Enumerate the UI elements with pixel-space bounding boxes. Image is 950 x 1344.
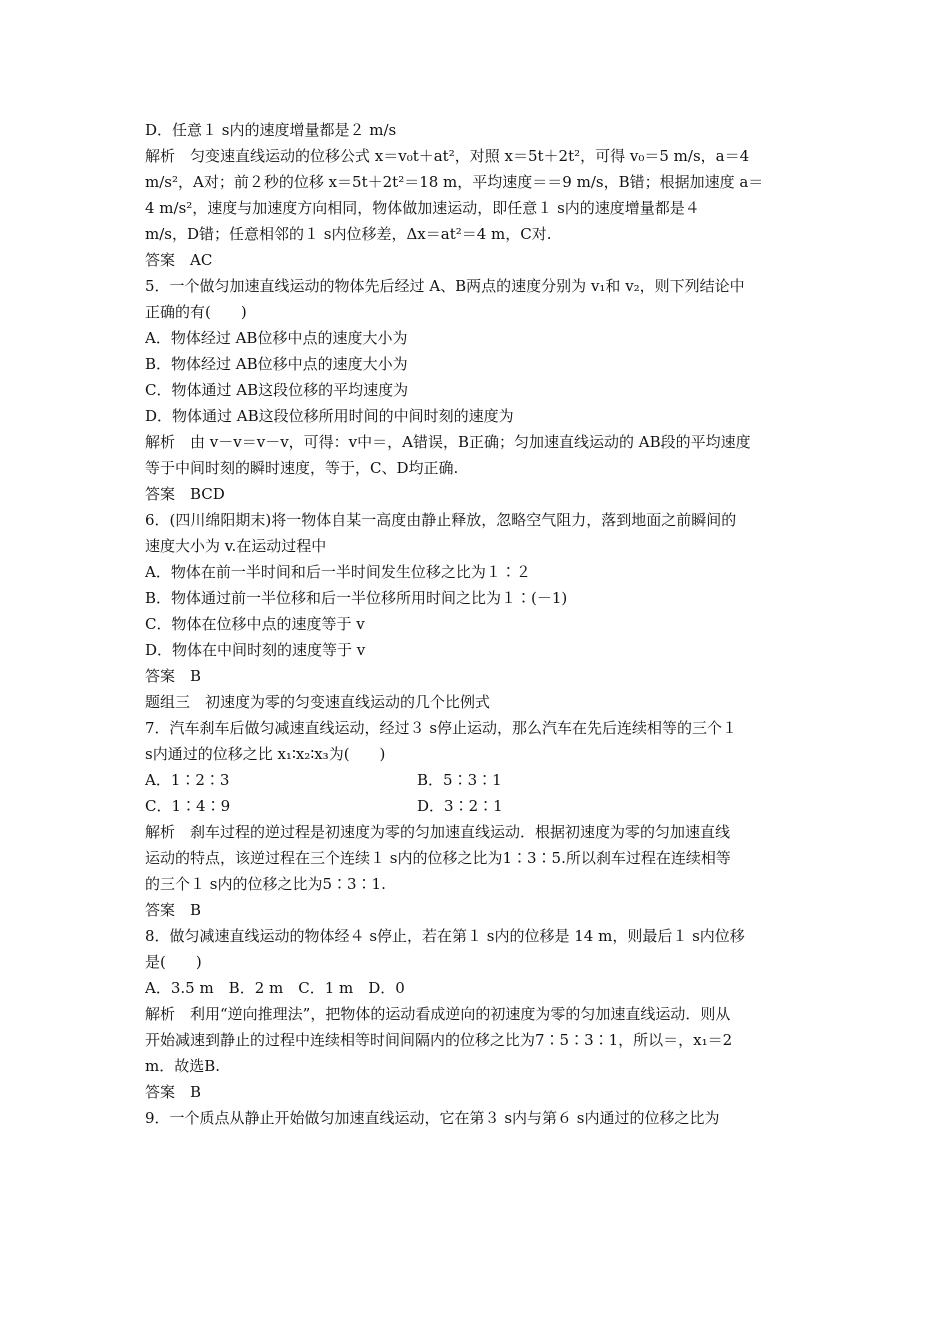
question-7-line-2: s内通过的位移之比 x₁∶x₂∶x₃为( ) [145, 745, 386, 763]
question-6-line-2: 速度大小为 v.在运动过程中 [145, 537, 327, 555]
question-8-line-1: 8．做匀减速直线运动的物体经４ s停止，若在第１ s内的位移是 14 m，则最后１ s内位移 [145, 927, 745, 945]
question-6-line-1: 6．(四川绵阳期末)将一物体自某一高度由静止释放，忽略空气阻力，落到地面之前瞬间的 [145, 511, 737, 529]
question-5-line-1: 5．一个做匀加速直线运动的物体先后经过 A、B两点的速度分别为 v₁和 v₂，则下列结论中 [145, 277, 745, 295]
answer-5: 答案 BCD [145, 485, 225, 503]
option-6c: C．物体在位移中点的速度等于 v [145, 615, 365, 633]
analysis-4-line-4: m/s，D错；任意相邻的１ s内位移差，Δx＝at²＝4 m，C对. [145, 225, 552, 243]
option-5a: A．物体经过 AB位移中点的速度大小为 [145, 329, 408, 347]
analysis-7-line-1: 解析 刹车过程的逆过程是初速度为零的匀加速直线运动．根据初速度为零的匀加速直线 [145, 823, 731, 841]
answer-7: 答案 B [145, 901, 202, 919]
option-5d: D．物体通过 AB这段位移所用时间的中间时刻的速度为 [145, 407, 514, 425]
option-5b: B．物体经过 AB位移中点的速度大小为 [145, 355, 408, 373]
option-6d: D．物体在中间时刻的速度等于 v [145, 641, 366, 659]
section-heading-group-3: 题组三 初速度为零的匀变速直线运动的几个比例式 [145, 693, 491, 711]
analysis-8-line-2: 开始减速到静止的过程中连续相等时间间隔内的位移之比为7∶5∶3∶1，所以＝，x₁＝2 [145, 1031, 733, 1049]
analysis-8-line-3: m．故选B. [145, 1057, 221, 1075]
option-5c: C．物体通过 AB这段位移的平均速度为 [145, 381, 409, 399]
analysis-7-line-3: 的三个１ s内的位移之比为5∶3∶1. [145, 875, 386, 893]
option-6b: B．物体通过前一半位移和后一半位移所用时间之比为１∶(－1) [145, 589, 568, 607]
analysis-4-line-1: 解析 匀变速直线运动的位移公式 x＝v₀t＋at²，对照 x＝5t＋2t²，可得 v₀＝5 m/s，a＝4 [145, 147, 750, 165]
question-5-line-2: 正确的有( ) [145, 303, 247, 321]
options-7-row-2 [145, 793, 810, 819]
answer-8: 答案 B [145, 1083, 202, 1101]
question-9-line-1: 9．一个质点从静止开始做匀加速直线运动，它在第３ s内与第６ s内通过的位移之比为 [145, 1109, 720, 1127]
option-7d: D．3∶2∶1 [417, 797, 503, 815]
options-8: A．3.5 m B．2 m C．1 m D．0 [145, 979, 405, 997]
option-6a: A．物体在前一半时间和后一半时间发生位移之比为１∶２ [145, 563, 531, 581]
question-7-line-1: 7．汽车刹车后做匀减速直线运动，经过３ s停止运动，那么汽车在先后连续相等的三个１ [145, 719, 738, 737]
question-8-line-2: 是( ) [145, 953, 202, 971]
option-4d: D．任意１ s内的速度增量都是２ m/s [145, 121, 397, 139]
analysis-4-line-3: 4 m/s²，速度与加速度方向相同，物体做加速运动，即任意１ s内的速度增量都是４ [145, 199, 700, 217]
analysis-4-line-2: m/s²，A对；前２秒的位移 x＝5t＋2t²＝18 m，平均速度＝＝9 m/s，B错；根据加速度 a＝ [145, 173, 764, 191]
answer-4: 答案 AC [145, 251, 213, 269]
option-7a: A．1∶2∶3 [145, 771, 230, 789]
analysis-7-line-2: 运动的特点，该逆过程在三个连续１ s内的位移之比为1∶3∶5.所以刹车过程在连续相等 [145, 849, 731, 867]
page-content [145, 117, 810, 1131]
option-7c: C．1∶4∶9 [145, 797, 231, 815]
analysis-8-line-1: 解析 利用“逆向推理法”，把物体的运动看成逆向的初速度为零的匀加速直线运动．则从 [145, 1005, 731, 1023]
options-7-row-1 [145, 767, 810, 793]
option-7b: B．5∶3∶1 [417, 771, 502, 789]
analysis-5-line-2: 等于中间时刻的瞬时速度，等于，C、D均正确. [145, 459, 459, 477]
analysis-5-line-1: 解析 由 v－v＝v－v，可得：v中＝，A错误，B正确；匀加速直线运动的 AB段的平均速度 [145, 433, 751, 451]
answer-6: 答案 B [145, 667, 202, 685]
